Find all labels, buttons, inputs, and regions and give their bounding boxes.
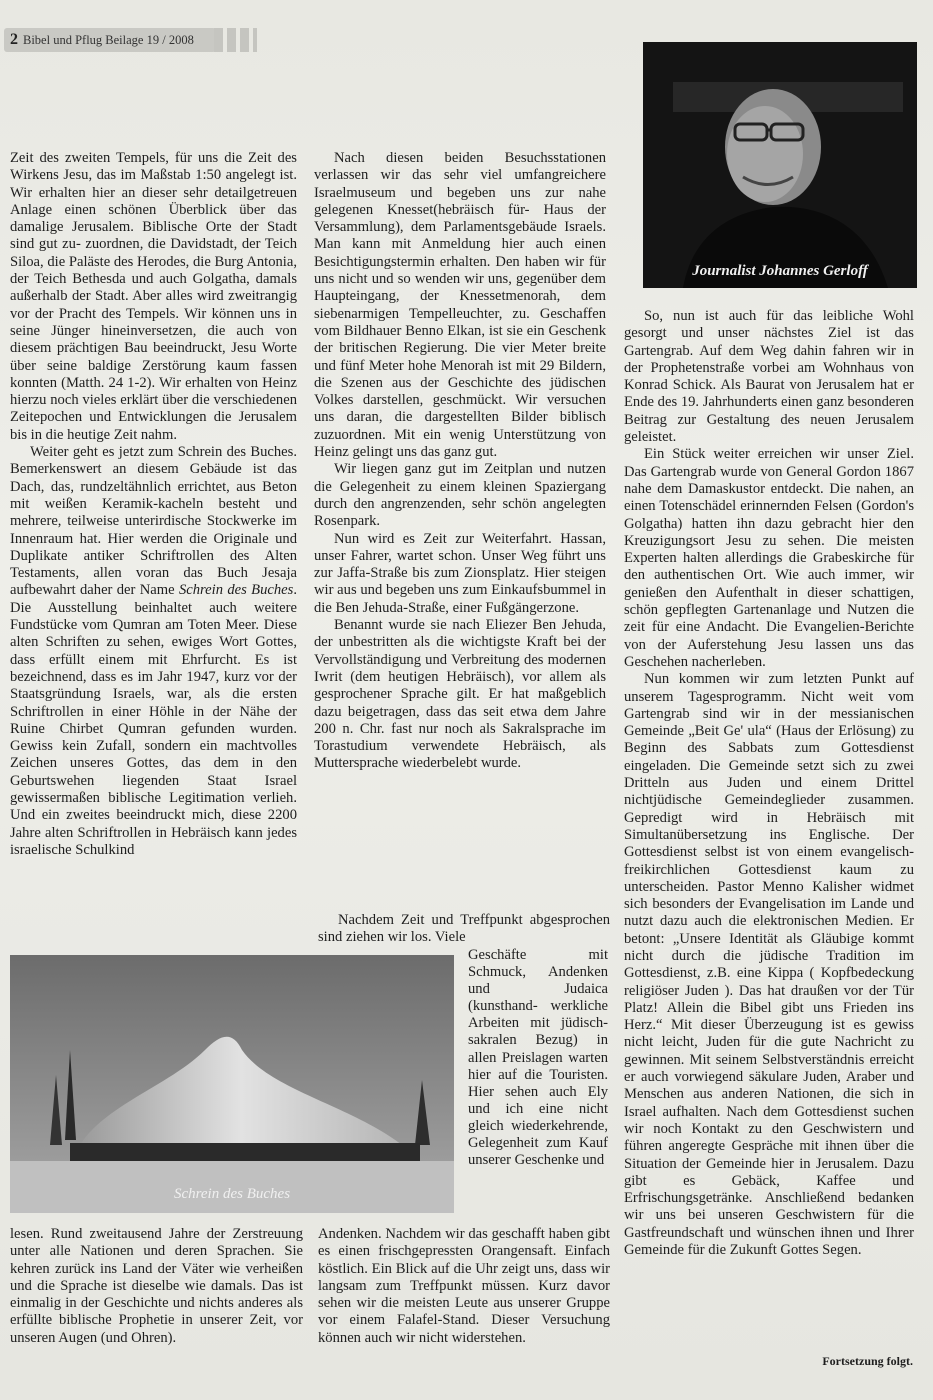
continuation-note: Fortsetzung folgt. (822, 1354, 913, 1368)
journalist-portrait-image (643, 42, 917, 288)
paragraph: Weiter geht es jetzt zum Schrein des Buches. Bemerkenswert an diesem Gebäude ist das Dach, das, rundzeltähnlich errichtet, aus Beton mit weißen Keramik-kacheln besteht und mehrere, teilweise unterirdische Stockwerke im Innenraum hat. Hier werden die Originale und Duplikate antiker Schriftrollen des Alten Testaments, allen voran das Buch Jesaja aufbewahrt daher der Name Schrein des Buches. Die Ausstellung beinhaltet auch weitere Fundstücke vom Qumran am Toten Meer. Diese alten Schriften zu sehen, ewiges Wort Gottes, dass erfüllt einem mit Ehrfurcht. Es ist bezeichnend, dass es im Jahr 1947, kurz vor der Staatsgründung Israels, war, als die ersten Schriftrollen in einer Höhle in der Nähe der Ruine Chirbet Qumran gefunden wurden. Gewiss kein Zufall, sondern ein machtvolles Zeichen unseres Gottes, das dem in den Geburtswehen liegenden Staat Israel gewissermaßen biblische Legitimation verlieh. Und ein zweites beeindruckt mich, diese 2200 Jahre alten Schriftrollen in Hebräisch kann jedes israelische Schulkind (10, 444, 297, 858)
paragraph: Benannt wurde sie nach Eliezer Ben Jehuda, der unbestritten als die wichtigste Kraft bei der Vervollständigung und Verbreitung des modernen Iwrit (dem heutigen Hebräisch), vor allem als gesprochener Sprache gilt. Er hat maßgeblich dazu beigetragen, dass das seit etwa dem Jahre 200 n. Chr. fast nur noch als Sakralsprache im Torastudium verwendete Hebräisch, als Muttersprache wiederbelebt wurde. (314, 617, 606, 772)
paragraph: Wir liegen ganz gut im Zeitplan und nutzen die Gelegenheit zu einem kleinen Spaziergang durch den angrenzenden, sehr schön angelegten Rosenpark. (314, 461, 606, 530)
column-3 (624, 308, 914, 1259)
journalist-photo-caption: Journalist Johannes Gerloff (692, 263, 868, 279)
page-number: 2 (10, 31, 18, 48)
paragraph: Nun wird es Zeit zur Weiterfahrt. Hassan, unser Fahrer, wartet schon. Unser Weg führt uns zur Jaffa-Straße bis zum Zionsplatz. Hier steigen wir aus und begeben uns zum Einkaufsbummel in die Ben Jehuda-Straße, einer Fußgängerzone. (314, 530, 606, 616)
shrine-of-the-book-photo (10, 955, 454, 1213)
paragraph: Ein Stück weiter erreichen wir unser Ziel. Das Gartengrab wurde von General Gordon 1867 nahe dem Damaskustor entdeckt. Die nahen, an einen Totenschädel erinnernden Felsen (Gordon's Golgatha) hatten ihn dazu gebracht hier den Kreuzigungsort Jesu zu sehen. Die meisten Experten halten allerdings die Grabeskirche für den authentischen Ort. Wie auch immer, wir genießen den Aufenthalt in dieser schattigen, schön gepflegten Gartenanlage und Nutzen die zeit für eine Andacht. Die Evangelien-Berichte von der Auferstehung Jesu lassen uns das Geschehen nacherleben. (624, 446, 914, 670)
column-2-bottom: Andenken. Nachdem wir das geschafft haben gibt es einen frischgepressten Orangensaft. Einfach köstlich. Ein Blick auf die Uhr zeigt uns, dass wir langsam zum Treffpunkt müssen. Kurz davor sehen wir die meisten Leute aus unserer Gruppe vor einem Falafel-Stand. Dieser Versuchung können auch wir nicht widerstehen. (318, 1226, 610, 1346)
paragraph: Zeit des zweiten Tempels, für uns die Zeit des Wirkens Jesu, das im Maßstab 1:50 angelegt ist. Wir erhalten hier an dieser sehr detailgetreuen Anlage einen schönen Überblick über das damalige Jerusalem. Biblische Orte der Stadt sind gut zu- zuordnen, die Davidstadt, der Teich Siloa, die Paläste des Herodes, die Burg Antonia, der Teich Bethesda und auch Golgatha, damals außerhalb der Stadt. Aber alles wird zweitrangig vor der Pracht des Tempels. Wir können uns in seine Jünger hineinversetzen, die auch von diesem prächtigen Bau beeindruckt, Jesu Worte über seine baldige Zerstörung kaum fassen konnten (Matth. 24 1-2). Wir erhalten von Heinz hierzu noch vieles erklärt über die verschiedenen Zeitepochen und Entwicklungen die Jerusalem bis in die heutige Zeit nahm. (10, 150, 297, 443)
book-title: Schrein des Buches (178, 582, 294, 599)
header-decoration (214, 28, 257, 52)
journalist-photo (643, 42, 917, 288)
shrine-image (10, 955, 454, 1213)
column-2 (314, 150, 606, 773)
publication-title: Bibel und Pflug Beilage 19 / 2008 (23, 32, 194, 47)
paragraph-lead: Nachdem Zeit und Treffpunkt abgesprochen sind ziehen wir los. Viele (318, 912, 610, 946)
paragraph: Nun kommen wir zum letzten Punkt auf unserem Tagesprogramm. Nicht weit vom Gartengrab sind wir in der messianischen Gemeinde „Beit Ge' ula“ (Haus der Erlösung) zu Beginn des Sabbats zum Gottesdienst eingeladen. Die Gemeinde setzt sich zu zwei Dritteln aus Juden und einem Drittel nichtjüdische Gemeindeglieder zusammen. Gepredigt wird in Hebräisch mit Simultanübersetzung ins Englische. Der Gottesdienst selbst ist von einem evangelisch-freikirchlichen Gottesdienst kaum zu unterscheiden. Pastor Menno Kalisher widmet sich besonders der Evangelisation im Lande und nutzt dazu auch die elektronischen Medien. Er betont: „Unsere Identität als Gläubige kommt nicht durch die jüdische Tradition im Gottesdienst, z.B. eine Kippa ( Kopfbedeckung religiöser Juden ). Das hat draußen vor der Tür Platz! Allein die Bibel gibt uns Frieden ins Herz.“ Mit dieser Überzeugung ist es gewiss nicht leicht, Juden für die gute Nachricht zu gewinnen. Mit seinem Selbstverständnis erreicht er auch vorwiegend säkulare Juden, Araber und Menschen aus anderen Nationen, die sich in Israel aufhalten. Nach dem Gottesdienst suchen wir noch Kontakt zu den Geschwistern und führen angeregte Gespräche mit ihnen über die Situation der Gemeinde hier in Jerusalem. Dazu gibt es Gebäck, Kaffee und Erfrischungsgetränke. Anschließend bedanken wir uns bei unseren Geschwistern für die Gastfreundschaft und wünschen ihnen und Ihrer Gemeinde für die Zukunft Gottes Segen. (624, 671, 914, 1259)
shrine-photo-caption: Schrein des Buches (173, 1186, 291, 1202)
page-header (4, 28, 216, 52)
column-2-wrap: Geschäfte mit Schmuck, Andenken und Judaica (kunsthand- werkliche Arbeiten mit jüdisch-sakralen Bezug) in allen Preislagen warten hier auf die Touristen. Hier sehen auch Ely und ich eine nicht gleich wiederkehrende, Gelegenheit zum Kauf unserer Geschenke und (468, 947, 608, 1169)
column-1 (10, 150, 297, 859)
column-1-bottom: lesen. Rund zweitausend Jahre der Zerstreuung unter alle Nationen und deren Sprachen. Sie kehren zurück ins Land der Väter wie verheißen und die Sprache ist dieselbe wie damals. Das ist einmalig in der Geschichte und nichts anderes als erfüllte biblische Prophetie in unserer Zeit, vor unseren Augen (und Ohren). (10, 1226, 303, 1346)
paragraph: So, nun ist auch für das leibliche Wohl gesorgt und unser nächstes Ziel ist das Gartengrab. Auf dem Weg dahin fahren wir in der Prophetenstraße vorbei am Wohnhaus von Konrad Schick. Als Baurat von Jerusalem hat er Ende des 19. Jahrhunderts einen ganz besonderen Beitrag zur Gestaltung des neuen Jerusalem geleistet. (624, 308, 914, 446)
paragraph: Nach diesen beiden Besuchsstationen verlassen wir das sehr viel umfangreichere Israelmuseum und begeben uns zur nahe gelegenen Knesset(hebräisch für- Haus der Versammlung), dem Parlamentsgebäude Israels. Man kann mit Anmeldung hier auch einen Besichtigungstermin erhalten. Den haben wir für uns nicht und so wenden wir uns, gegenüber dem Haupteingang, der Knessetmenorah, dem siebenarmigen Tempelleuchter, zu. Geschaffen vom Bildhauer Benno Elkan, ist sie ein Geschenk der britischen Regierung. Die vier Meter breite und fünf Meter hohe Menorah ist mit 29 Bildern, die Szenen aus der Geschichte des jüdischen Volkes darstellen, geschmückt. Wir versuchen uns daran, die dargestellten Bilder biblisch zuzuordnen. Mit ein wenig Unterstützung von Heinz gelingt uns das ganz gut. (314, 150, 606, 461)
